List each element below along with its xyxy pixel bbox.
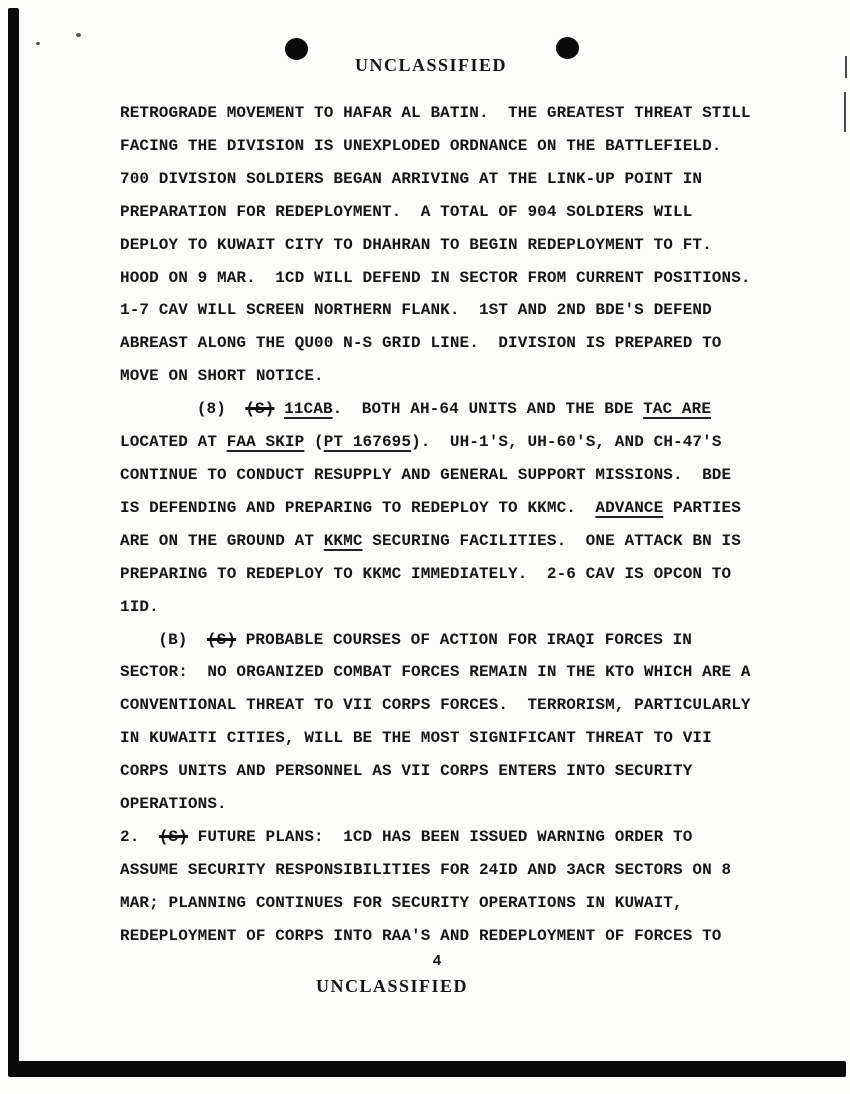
document-line (120, 492, 780, 525)
scan-artifact-bottom-bar (8, 1061, 846, 1077)
document-line (120, 459, 780, 492)
document-line (120, 360, 780, 393)
document-line (120, 722, 780, 755)
text-segment: ). UH-1'S, UH-60'S, AND CH-47'S (411, 433, 722, 452)
document-line (120, 788, 780, 821)
text-segment: OPERATIONS. (120, 795, 227, 814)
document-line (120, 327, 780, 360)
scan-artifact-left-bar (8, 8, 19, 1064)
right-margin-mark (844, 92, 846, 132)
scan-speck (36, 42, 40, 45)
struck-classification-mark: (S) (158, 827, 188, 846)
text-segment: 1-7 CAV WILL SCREEN NORTHERN FLANK. 1ST AND 2ND BDE'S DEFEND (120, 301, 712, 320)
text-segment: PREPARING TO REDEPLOY TO KKMC IMMEDIATELY. 2-6 CAV IS OPCON TO (120, 564, 732, 583)
text-segment: CONVENTIONAL THREAT TO VII CORPS FORCES. TERRORISM, PARTICULARLY (120, 696, 751, 715)
scan-speck (76, 33, 81, 37)
text-segment: ABREAST ALONG THE QU00 N-S GRID LINE. DIVISION IS PREPARED TO (120, 334, 722, 353)
underlined-text: ADVANCE (595, 498, 664, 517)
text-segment: HOOD ON 9 MAR. 1CD WILL DEFEND IN SECTOR FROM CURRENT POSITIONS. (120, 268, 751, 287)
text-segment: (8) (196, 400, 246, 419)
text-segment: 1ID. (120, 597, 159, 616)
text-segment: 2. (120, 827, 159, 846)
underlined-text: FAA SKIP (226, 433, 305, 452)
text-segment: 700 DIVISION SOLDIERS BEGAN ARRIVING AT THE LINK-UP POINT IN (120, 169, 703, 188)
document-line (120, 196, 780, 229)
struck-classification-mark: (S) (206, 630, 237, 649)
document-line (120, 97, 780, 130)
document-line (120, 854, 780, 887)
text-segment: RETROGRADE MOVEMENT TO HAFAR AL BATIN. THE GREATEST THREAT STILL (120, 104, 751, 122)
document-line (120, 426, 780, 459)
text-segment: . BOTH AH-64 UNITS AND THE BDE (332, 400, 644, 419)
document-line (120, 130, 780, 163)
text-segment: SECURING FACILITIES. ONE ATTACK BN IS (362, 531, 741, 550)
footer-classification-marking: UNCLASSIFIED (315, 976, 469, 996)
text-segment: SECTOR: NO ORGANIZED COMBAT FORCES REMAIN IN THE KTO WHICH ARE A (120, 663, 751, 682)
document-line (120, 887, 780, 920)
text-segment: MOVE ON SHORT NOTICE. (120, 367, 324, 386)
document-line (120, 755, 780, 788)
underlined-text: TAC ARE (643, 400, 712, 419)
text-segment: PREPARATION FOR REDEPLOYMENT. A TOTAL OF 904 SOLDIERS WILL (120, 202, 693, 221)
text-segment: ASSUME SECURITY RESPONSIBILITIES FOR 24ID AND 3ACR SECTORS ON 8 (120, 860, 732, 879)
text-segment: PROBABLE COURSES OF ACTION FOR IRAQI FORCES IN (236, 630, 693, 649)
text-segment: ARE ON THE GROUND AT (120, 531, 324, 550)
document-line (120, 624, 780, 657)
text-segment: PARTIES (663, 498, 741, 517)
document-line (120, 920, 780, 953)
text-segment: IS DEFENDING AND PREPARING TO REDEPLOY TO KKMC. (120, 498, 596, 517)
underlined-text: 11CAB (284, 400, 333, 419)
document-line (120, 558, 780, 591)
underlined-text: PT 167695 (323, 433, 412, 452)
text-segment: FUTURE PLANS: 1CD HAS BEEN ISSUED WARNING ORDER TO (187, 827, 693, 846)
text-segment: IN KUWAITI CITIES, WILL BE THE MOST SIGNIFICANT THREAT TO VII (120, 729, 712, 748)
document-line (120, 262, 780, 295)
page-number: 4 (432, 953, 442, 970)
header-classification-marking: UNCLASSIFIED (354, 55, 508, 75)
text-segment: CORPS UNITS AND PERSONNEL AS VII CORPS ENTERS INTO SECURITY (120, 762, 693, 781)
document-line (120, 689, 780, 722)
underlined-text: KKMC (323, 531, 363, 550)
document-line (120, 229, 780, 262)
text-segment (274, 400, 284, 418)
document-body (120, 97, 780, 953)
text-segment: LOCATED AT (120, 433, 227, 452)
document-line (120, 656, 780, 689)
text-segment: (B) (158, 630, 207, 649)
document-line (120, 591, 780, 624)
text-segment: DEPLOY TO KUWAIT CITY TO DHAHRAN TO BEGIN REDEPLOYMENT TO FT. (120, 235, 712, 254)
document-line (120, 163, 780, 196)
document-line (120, 294, 780, 327)
struck-classification-mark: (S) (245, 400, 275, 419)
text-segment: CONTINUE TO CONDUCT RESUPPLY AND GENERAL SUPPORT MISSIONS. BDE (120, 465, 732, 484)
document-line (120, 821, 780, 854)
text-segment: ( (304, 433, 324, 452)
document-line (120, 393, 780, 426)
text-segment: MAR; PLANNING CONTINUES FOR SECURITY OPERATIONS IN KUWAIT, (120, 893, 683, 912)
document-line (120, 525, 780, 558)
text-segment: FACING THE DIVISION IS UNEXPLODED ORDNANCE ON THE BATTLEFIELD. (120, 136, 722, 155)
text-segment: REDEPLOYMENT OF CORPS INTO RAA'S AND REDEPLOYMENT OF FORCES TO (120, 926, 722, 945)
